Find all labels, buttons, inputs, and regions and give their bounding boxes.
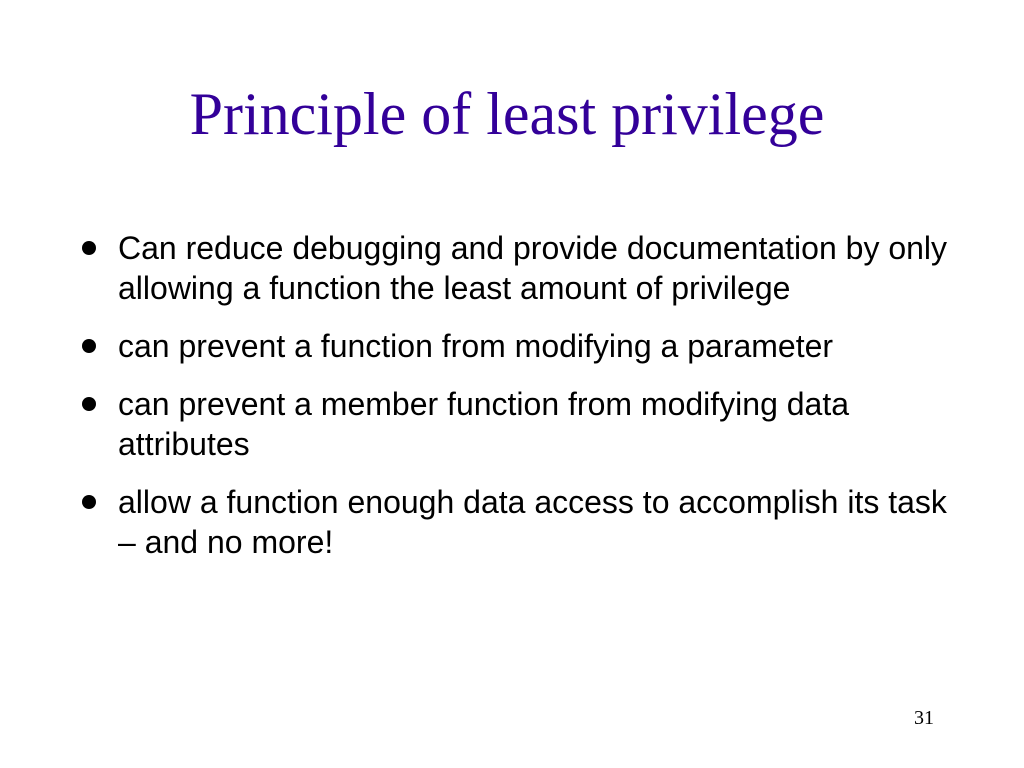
bullet-item — [81, 482, 951, 562]
bullet-text: Can reduce debugging and provide documentation by only allowing a function the least amount of privilege — [118, 230, 948, 306]
bullet-item — [81, 228, 951, 308]
bullet-dot-icon — [82, 397, 96, 411]
bullet-item — [81, 384, 951, 464]
bullet-list — [81, 228, 951, 580]
bullet-text: allow a function enough data access to accomplish its task – and no more! — [118, 484, 947, 560]
bullet-item — [81, 326, 951, 366]
slide-title: Principle of least privilege — [189, 81, 825, 147]
bullet-dot-icon — [82, 339, 96, 353]
bullet-dot-icon — [82, 241, 96, 255]
bullet-dot-icon — [82, 495, 96, 509]
bullet-text: can prevent a member function from modifying data attributes — [118, 386, 850, 462]
page-number: 31 — [914, 707, 934, 729]
bullet-text: can prevent a function from modifying a parameter — [118, 328, 834, 364]
